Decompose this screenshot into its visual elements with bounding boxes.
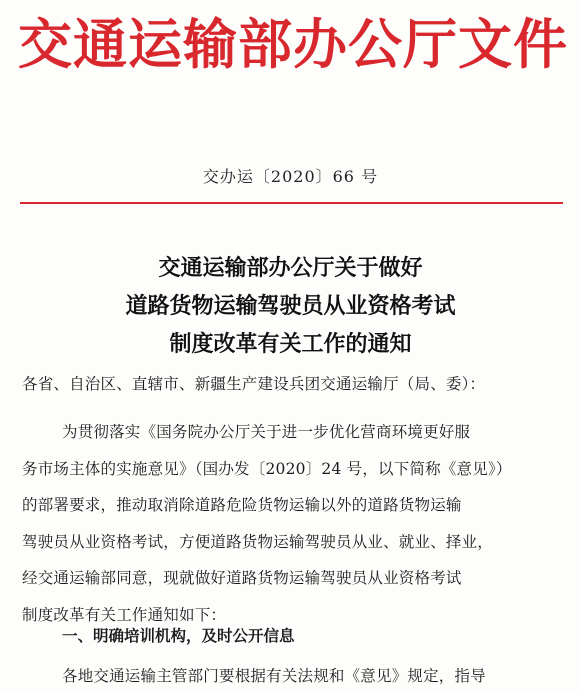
body-line-5: 经交通运输部同意，现就做好道路货物运输驾驶员从业资格考试 bbox=[22, 569, 462, 587]
subject-line-1: 交通运输部办公厅关于做好 bbox=[158, 256, 423, 281]
subject-line-2: 道路货物运输驾驶员从业资格考试 bbox=[125, 294, 456, 319]
body-line-1: 为贯彻落实《国务院办公厅关于进一步优化营商环境更好服 bbox=[62, 423, 471, 441]
document-number: 交办运〔2020〕66 号 bbox=[202, 167, 379, 186]
body-paragraph bbox=[22, 414, 568, 633]
subject-line-3: 制度改革有关工作的通知 bbox=[169, 332, 412, 357]
red-divider-line bbox=[20, 202, 563, 204]
document-subject bbox=[0, 250, 581, 364]
body-line-3: 的部署要求，推动取消除道路危险货物运输以外的道路货物运输 bbox=[22, 496, 462, 514]
addressee-line: 各省、自治区、直辖市、新疆生产建设兵团交通运输厅（局、委）： bbox=[22, 375, 486, 393]
section-1-first-line: 各地交通运输主管部门要根据有关法规和《意见》规定，指导 bbox=[62, 667, 486, 685]
issuer-header-title: 交通运输部办公厅文件 bbox=[18, 12, 568, 76]
section-heading-1: 一、明确培训机构，及时公开信息 bbox=[62, 627, 295, 645]
body-line-4: 驾驶员从业资格考试，方便道路货物运输驾驶员从业、就业、择业， bbox=[22, 532, 494, 551]
body-line-6: 制度改革有关工作通知如下： bbox=[22, 605, 227, 624]
body-line-2: 务市场主体的实施意见》（国办发〔2020〕24 号，以下简称《意见》） bbox=[22, 459, 512, 478]
